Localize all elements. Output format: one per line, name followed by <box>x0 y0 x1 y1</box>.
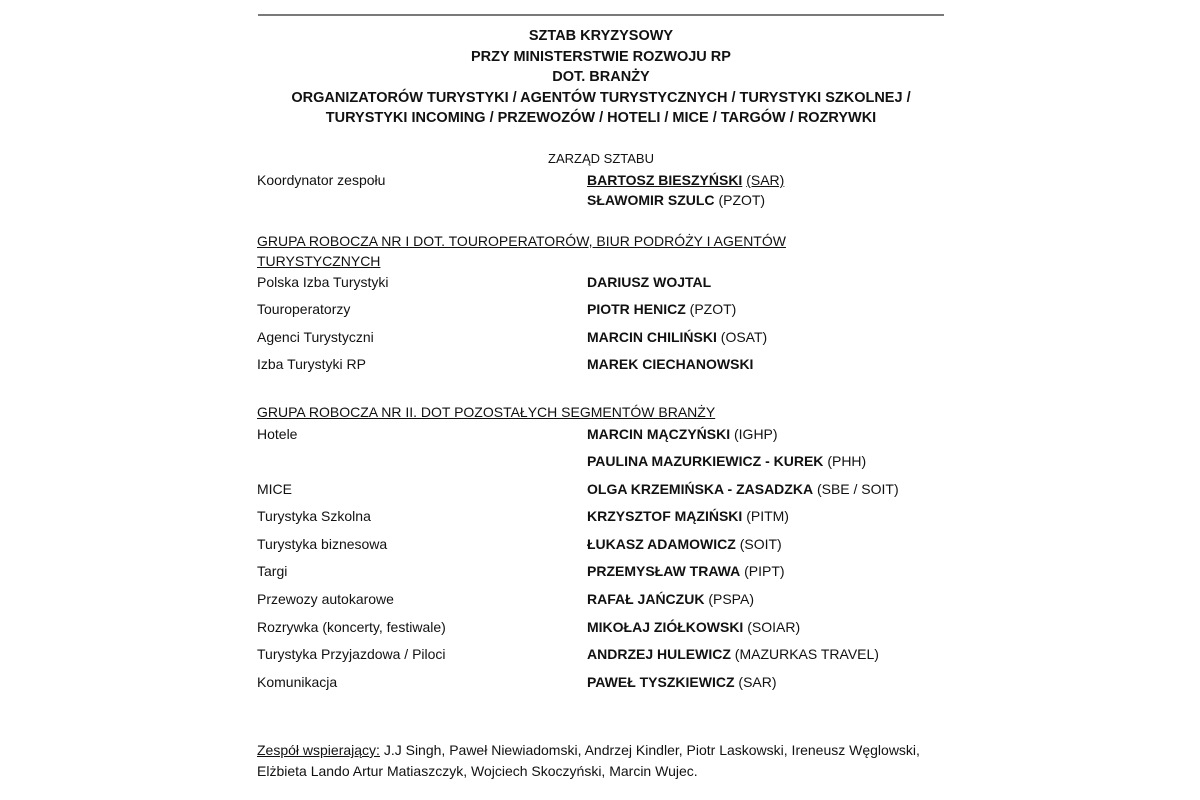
row-label: Izba Turystyki RP <box>257 356 366 372</box>
person-name: PIOTR HENICZ <box>587 301 686 317</box>
person-organization: (MAZURKAS TRAVEL) <box>734 646 879 662</box>
person-organization: (IGHP) <box>734 426 778 442</box>
row-value <box>587 480 899 498</box>
row-value <box>587 273 711 291</box>
row-value <box>587 590 754 608</box>
person-organization: (SAR) <box>738 674 777 690</box>
person-organization: (SOIT) <box>739 536 782 552</box>
group-1-title-line-1: GRUPA ROBOCZA NR I DOT. TOUROPERATORÓW, BIUR PODRÓŻY I AGENTÓW <box>257 233 786 249</box>
person-organization: (PHH) <box>827 453 867 469</box>
row-value <box>587 618 800 636</box>
person-name: PRZEMYSŁAW TRAWA <box>587 563 741 579</box>
row-label: Rozrywka (koncerty, festiwale) <box>257 619 446 635</box>
person-organization: (OSAT) <box>720 329 768 345</box>
person-organization: (PSPA) <box>708 591 754 607</box>
person-name: KRZYSZTOF MĄZIŃSKI <box>587 508 743 524</box>
person-name: BARTOSZ BIESZYŃSKI <box>587 172 743 188</box>
row-label: Koordynator zespołu <box>257 172 386 188</box>
row-value <box>587 171 784 189</box>
row-value <box>587 452 866 470</box>
group-2-title: GRUPA ROBOCZA NR II. DOT POZOSTAŁYCH SEGMENTÓW BRANŻY <box>257 404 716 420</box>
row-value <box>587 645 879 663</box>
person-organization: (PZOT) <box>718 192 766 208</box>
group-1-title-line-2: TURYSTYCZNYCH <box>257 253 381 269</box>
person-organization: (PIPT) <box>744 563 785 579</box>
row-label: Hotele <box>257 426 298 442</box>
support-team-members: J.J Singh, Paweł Niewiadomski, Andrzej Kindler, Piotr Laskowski, Ireneusz Węglowski, Elżbieta Lando Artur Matiaszczyk, Wojciech Skoczyński, Marcin Wujec. <box>257 742 920 779</box>
row-value <box>587 562 785 580</box>
header-line-5: TURYSTYKI INCOMING / PRZEWOZÓW / HOTELI / MICE / TARGÓW / ROZRYWKI <box>325 110 877 126</box>
person-name: MIKOŁAJ ZIÓŁKOWSKI <box>587 619 744 635</box>
board-section-title: ZARZĄD SZTABU <box>548 151 654 166</box>
person-organization: (SOIAR) <box>747 619 801 635</box>
row-label: Touroperatorzy <box>257 301 351 317</box>
person-name: DARIUSZ WOJTAL <box>587 274 712 290</box>
header-line-1: SZTAB KRYZYSOWY <box>528 28 674 44</box>
row-label: Turystyka Szkolna <box>257 508 371 524</box>
person-name: ANDRZEJ HULEWICZ <box>587 646 731 662</box>
document-header <box>258 26 944 129</box>
person-organization: (SAR) <box>746 172 785 188</box>
row-value <box>587 673 777 691</box>
row-label: Targi <box>257 563 288 579</box>
person-name: PAWEŁ TYSZKIEWICZ <box>587 674 735 690</box>
support-team-label: Zespół wspierający: <box>257 742 380 758</box>
row-label: Przewozy autokarowe <box>257 591 394 607</box>
row-label: Agenci Turystyczni <box>257 329 374 345</box>
person-name: MARCIN MĄCZYŃSKI <box>587 426 731 442</box>
person-organization: (PITM) <box>746 508 789 524</box>
row-value <box>587 300 736 318</box>
person-name: PAULINA MAZURKIEWICZ - KUREK <box>587 453 824 469</box>
header-line-3: DOT. BRANŻY <box>552 69 650 85</box>
person-name: MAREK CIECHANOWSKI <box>587 356 754 372</box>
top-horizontal-rule <box>258 14 944 16</box>
person-name: MARCIN CHILIŃSKI <box>587 329 717 345</box>
person-name: RAFAŁ JAŃCZUK <box>587 591 705 607</box>
person-organization: (SBE / SOIT) <box>816 481 899 497</box>
row-label: Polska Izba Turystyki <box>257 274 389 290</box>
row-value <box>587 191 765 209</box>
row-label: Komunikacja <box>257 674 338 690</box>
row-value <box>587 507 789 525</box>
row-label: Turystyka Przyjazdowa / Piloci <box>257 646 446 662</box>
group-1-title <box>257 231 877 271</box>
row-value <box>587 425 778 443</box>
person-name: SŁAWOMIR SZULC <box>587 192 715 208</box>
support-team-paragraph <box>257 740 947 782</box>
header-line-4: ORGANIZATORÓW TURYSTYKI / AGENTÓW TURYSTYCZNYCH / TURYSTYKI SZKOLNEJ / <box>291 89 911 106</box>
row-value <box>587 535 782 553</box>
header-line-2: PRZY MINISTERSTWIE ROZWOJU RP <box>471 48 731 65</box>
row-label: Turystyka biznesowa <box>257 536 388 552</box>
person-name: OLGA KRZEMIŃSKA - ZASADZKA <box>587 481 814 497</box>
row-value <box>587 328 767 346</box>
person-organization: (PZOT) <box>689 301 737 317</box>
row-label: MICE <box>257 481 292 497</box>
row-value <box>587 355 753 373</box>
person-name: ŁUKASZ ADAMOWICZ <box>587 536 736 552</box>
